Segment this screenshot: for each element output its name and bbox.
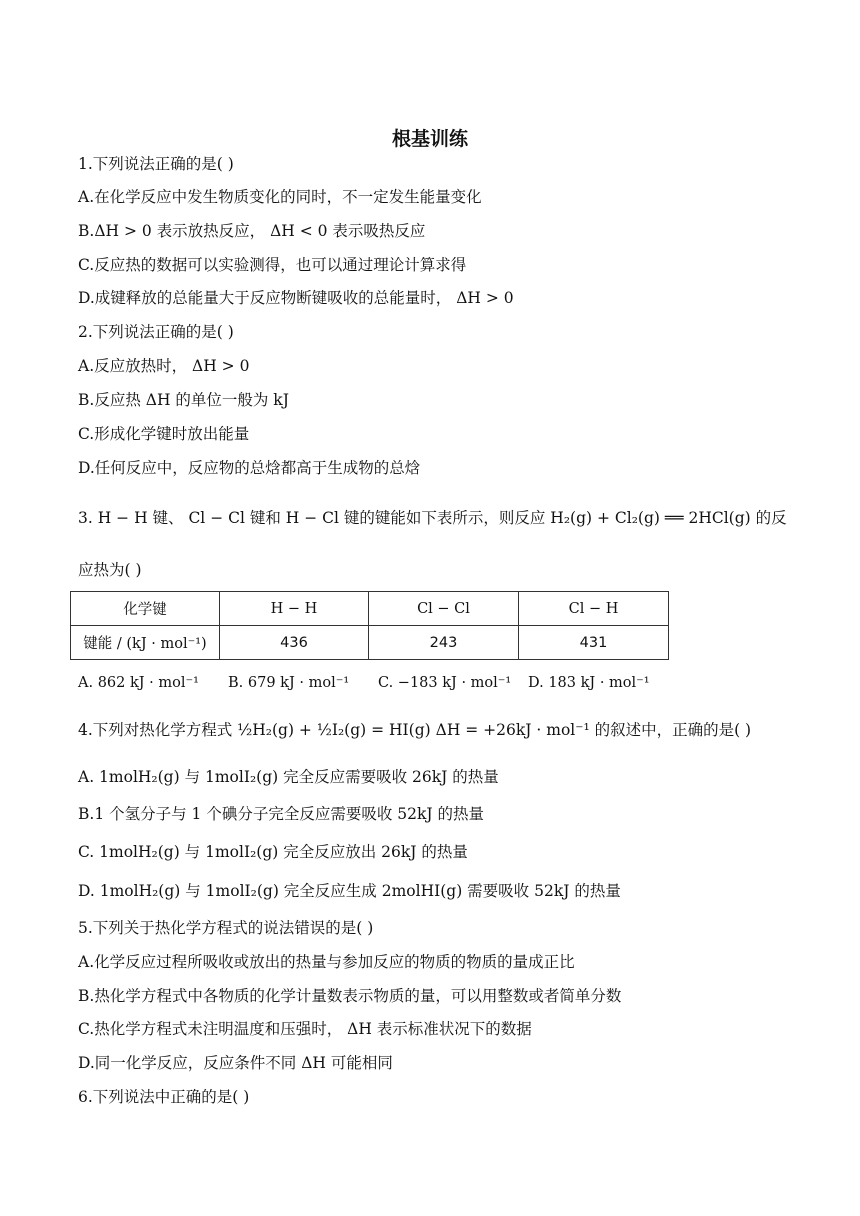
q3-option-c: C. −183 kJ · mol⁻¹ bbox=[378, 675, 512, 691]
q1-option-d: D.成键释放的总能量大于反应物断键吸收的总能量时， ΔH > 0 bbox=[78, 289, 514, 307]
q3-stem-continued: 应热为( ) bbox=[78, 561, 142, 579]
table-header-cell: Cl − Cl bbox=[369, 592, 519, 626]
bond-energy-table bbox=[70, 591, 669, 660]
table-header-cell: 化学键 bbox=[71, 592, 220, 626]
q1-option-a: A.在化学反应中发生物质变化的同时，不一定发生能量变化 bbox=[78, 188, 482, 206]
q1-option-c: C.反应热的数据可以实验测得，也可以通过理论计算求得 bbox=[78, 256, 467, 274]
table-cell: 键能 / (kJ · mol⁻¹) bbox=[71, 626, 220, 660]
q5-option-d: D.同一化学反应，反应条件不同 ΔH 可能相同 bbox=[78, 1054, 393, 1072]
table-cell: 431 bbox=[519, 626, 669, 660]
table-cell: 243 bbox=[369, 626, 519, 660]
table-header-row bbox=[71, 592, 669, 626]
q5-option-a: A.化学反应过程所吸收或放出的热量与参加反应的物质的物质的量成正比 bbox=[78, 953, 575, 971]
q5-stem: 5.下列关于热化学方程式的说法错误的是( ) bbox=[78, 919, 374, 937]
table-header-cell: H − H bbox=[220, 592, 369, 626]
q3-option-d: D. 183 kJ · mol⁻¹ bbox=[528, 675, 650, 691]
q4-option-c: C. 1molH₂(g) 与 1molI₂(g) 完全反应放出 26kJ 的热量 bbox=[78, 843, 468, 861]
q5-option-c: C.热化学方程式未注明温度和压强时， ΔH 表示标准状况下的数据 bbox=[78, 1020, 532, 1038]
q2-option-c: C.形成化学键时放出能量 bbox=[78, 425, 250, 443]
q4-option-d: D. 1molH₂(g) 与 1molI₂(g) 完全反应生成 2molHI(g) 需要吸收 52kJ 的热量 bbox=[78, 882, 621, 900]
table-row bbox=[71, 626, 669, 660]
q3-option-a: A. 862 kJ · mol⁻¹ bbox=[78, 675, 199, 691]
q5-option-b: B.热化学方程式中各物质的化学计量数表示物质的量，可以用整数或者简单分数 bbox=[78, 987, 622, 1005]
q2-option-d: D.任何反应中，反应物的总焓都高于生成物的总焓 bbox=[78, 459, 421, 477]
page-title: 根基训练 bbox=[391, 128, 468, 150]
q1-option-b: B.ΔH > 0 表示放热反应， ΔH < 0 表示吸热反应 bbox=[78, 222, 426, 240]
q1-stem: 1.下列说法正确的是( ) bbox=[78, 155, 234, 173]
table-cell: 436 bbox=[220, 626, 369, 660]
q6-stem: 6.下列说法中正确的是( ) bbox=[78, 1088, 250, 1106]
q2-option-a: A.反应放热时， ΔH > 0 bbox=[78, 357, 250, 375]
q2-option-b: B.反应热 ΔH 的单位一般为 kJ bbox=[78, 391, 289, 409]
q4-option-b: B.1 个氢分子与 1 个碘分子完全反应需要吸收 52kJ 的热量 bbox=[78, 805, 485, 823]
q3-stem: 3. H − H 键、 Cl − Cl 键和 H − Cl 键的键能如下表所示，则反应 H₂(g) + Cl₂(g) ══ 2HCl(g) 的反 bbox=[78, 509, 787, 527]
q3-option-b: B. 679 kJ · mol⁻¹ bbox=[228, 675, 350, 691]
q2-stem: 2.下列说法正确的是( ) bbox=[78, 323, 234, 341]
table-header-cell: Cl − H bbox=[519, 592, 669, 626]
q4-stem: 4.下列对热化学方程式 ½H₂(g) + ½I₂(g) = HI(g) ΔH = +26kJ · mol⁻¹ 的叙述中，正确的是( ) bbox=[78, 721, 752, 739]
q4-option-a: A. 1molH₂(g) 与 1molI₂(g) 完全反应需要吸收 26kJ 的热量 bbox=[78, 768, 499, 786]
